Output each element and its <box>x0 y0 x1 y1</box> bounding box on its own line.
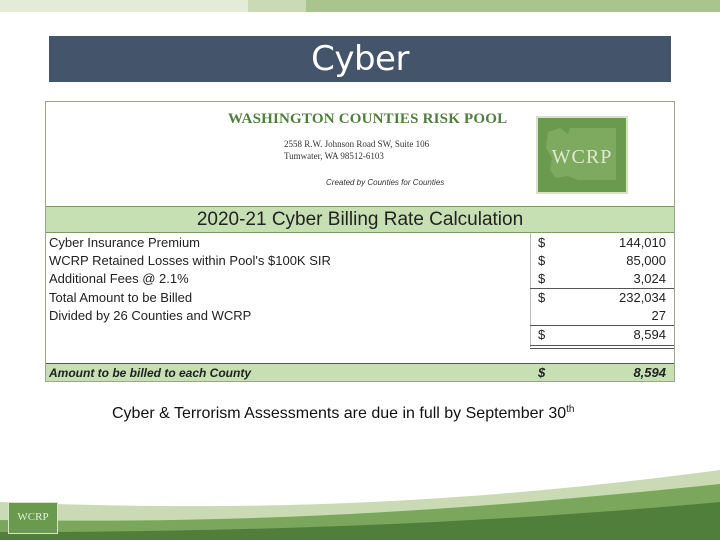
table-row <box>46 252 674 270</box>
row-currency: $ <box>538 253 546 268</box>
address-line-2: Tumwater, WA 98512-6103 <box>284 151 384 161</box>
row-amount: 8,594 <box>633 327 666 342</box>
row-currency: $ <box>538 290 546 305</box>
footer-logo-text: WCRP <box>17 511 49 523</box>
table-row <box>46 307 674 325</box>
wcrp-logo <box>536 116 628 194</box>
row-label: Divided by 26 Counties and WCRP <box>49 308 252 323</box>
top-stripe-dark <box>306 0 720 12</box>
row-amount: 144,010 <box>619 235 666 250</box>
row-currency: $ <box>538 327 546 342</box>
letterhead <box>46 102 674 206</box>
result-row <box>46 363 674 381</box>
row-amount: 85,000 <box>626 253 666 268</box>
org-name: WASHINGTON COUNTIES RISK POOL <box>228 111 508 127</box>
org-tagline: Created by Counties for Counties <box>326 178 445 187</box>
result-currency: $ <box>538 365 546 380</box>
table-row <box>46 234 674 252</box>
logo-text: WCRP <box>551 146 613 168</box>
due-date-note <box>112 404 574 423</box>
row-amount: 3,024 <box>633 271 666 286</box>
address-line-1: 2558 R.W. Johnson Road SW, Suite 106 <box>284 139 430 149</box>
row-label: Total Amount to be Billed <box>49 290 193 305</box>
top-stripe-mid <box>248 0 306 12</box>
top-stripe-light <box>0 0 248 12</box>
row-currency: $ <box>538 271 546 286</box>
org-address <box>284 138 429 162</box>
footer-swoosh <box>0 440 720 540</box>
table-row <box>46 270 674 288</box>
result-amount: 8,594 <box>633 365 666 380</box>
result-label: Amount to be billed to each County <box>49 366 251 380</box>
row-amount: 27 <box>651 308 666 323</box>
slide-title: Cyber <box>311 39 409 79</box>
row-label: Additional Fees @ 2.1% <box>49 271 189 286</box>
slide-title-bar <box>49 36 671 82</box>
double-underline <box>530 345 674 349</box>
table-row <box>46 326 674 344</box>
note-text: Cyber & Terrorism Assessments are due in full by September 30 <box>112 405 567 422</box>
note-suffix: th <box>566 404 575 415</box>
row-amount: 232,034 <box>619 290 666 305</box>
row-currency: $ <box>538 235 546 250</box>
row-label: Cyber Insurance Premium <box>49 235 200 250</box>
row-label: WCRP Retained Losses within Pool's $100K SIR <box>49 253 331 268</box>
footer-logo <box>8 502 58 534</box>
table-row <box>46 289 674 307</box>
calculation-heading: 2020-21 Cyber Billing Rate Calculation <box>46 206 674 233</box>
billing-spreadsheet <box>45 101 675 382</box>
